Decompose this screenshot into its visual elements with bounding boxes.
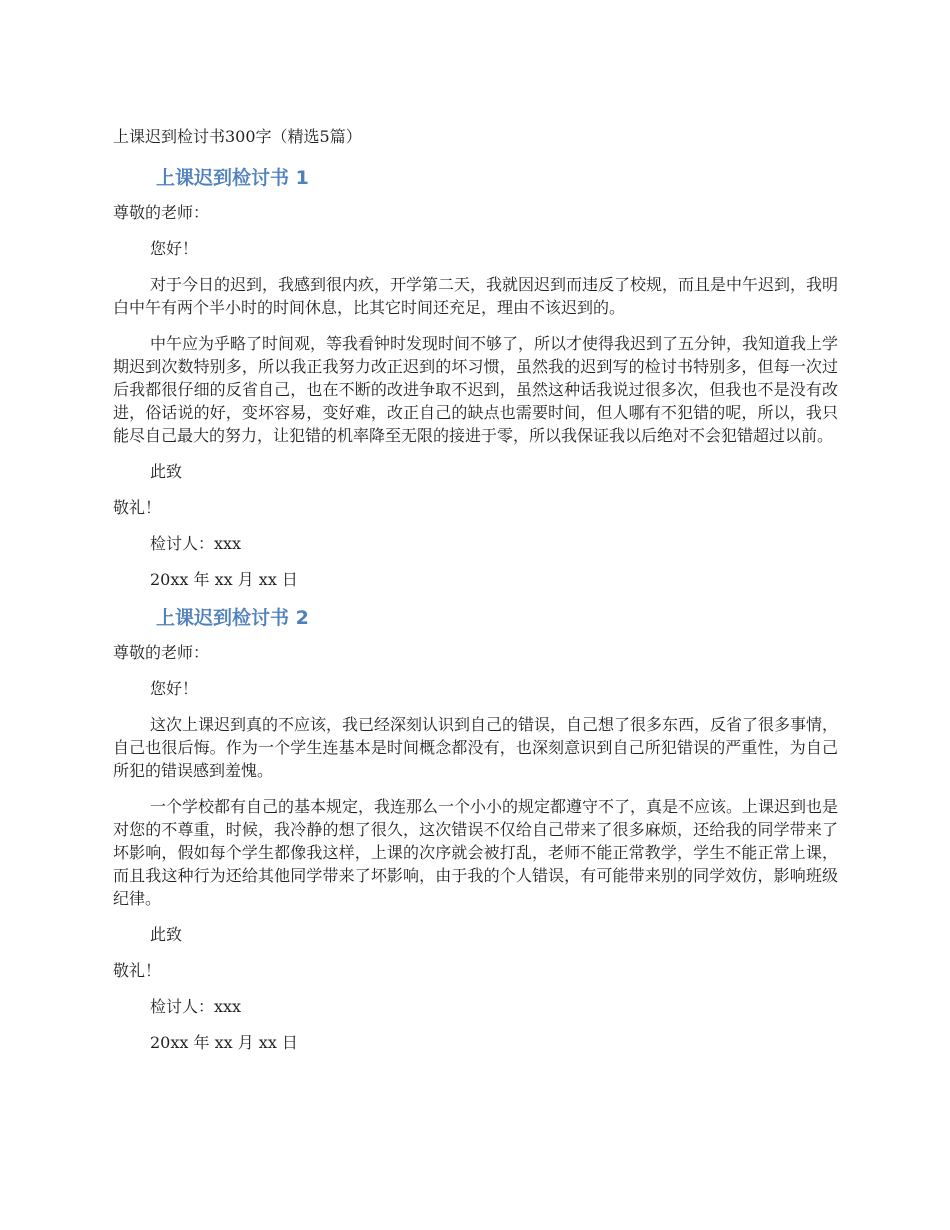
signature-2: 检讨人：xxx xyxy=(150,997,242,1016)
paragraph-2-1: 这次上课迟到真的不应该，我已经深刻认识到自己的错误，自己想了很多东西，反省了很多事情，自己也很后悔。作为一个学生连基本是时间概念都没有，也深刻意识到自己所犯错误的严重性，为自己所犯的错误感到羞愧。 xyxy=(113,715,839,780)
document-body xyxy=(113,124,838,1067)
salutation-1: 尊敬的老师： xyxy=(113,203,210,222)
paragraph-1-2: 中午应为乎略了时间观，等我看钟时发现时间不够了，所以才使得我迟到了五分钟，我知道我上学期迟到次数特别多，所以我正我努力改正迟到的坏习惯，虽然我的迟到写的检讨书特别多，但每一次过后我都很仔细的反省自己，也在不断的改进争取不迟到，虽然这种话我说过很多次，但我也不是没有改进，俗话说的好，变坏容易，变好难，改正自己的缺点也需要时间，但人哪有不犯错的呢，所以，我只能尽自己最大的努力，让犯错的机率降至无限的接进于零，所以我保证我以后绝对不会犯错超过以前。 xyxy=(113,334,839,445)
signature-1: 检讨人：xxx xyxy=(150,534,242,553)
salutation-2: 尊敬的老师： xyxy=(113,643,210,662)
greeting-2: 您好！ xyxy=(150,679,199,698)
regards-2: 敬礼！ xyxy=(113,961,162,980)
closing-1: 此致 xyxy=(150,462,183,481)
document-title: 上课迟到检讨书300字（精选5篇） xyxy=(113,127,362,146)
greeting-1: 您好！ xyxy=(150,239,199,258)
section-heading-1: 上课迟到检讨书 1 xyxy=(156,167,309,189)
paragraph-2-2: 一个学校都有自己的基本规定，我连那么一个小小的规定都遵守不了，真是不应该。上课迟到也是对您的不尊重，时候，我冷静的想了很久，这次错误不仅给自己带来了很多麻烦，还给我的同学带来了坏影响，假如每个学生都像我这样，上课的次序就会被打乱，老师不能正常教学，学生不能正常上课，而且我这种行为还给其他同学带来了坏影响，由于我的个人错误，有可能带来别的同学效仿，影响班级纪律。 xyxy=(113,797,839,908)
date-1: 20xx 年 xx 月 xx 日 xyxy=(150,570,298,589)
closing-2: 此致 xyxy=(150,925,183,944)
paragraph-1-1: 对于今日的迟到，我感到很内疚，开学第二天，我就因迟到而违反了校规，而且是中午迟到，我明白中午有两个半小时的时间休息，比其它时间还充足，理由不该迟到的。 xyxy=(113,275,839,317)
regards-1: 敬礼！ xyxy=(113,498,162,517)
section-heading-2: 上课迟到检讨书 2 xyxy=(156,607,309,629)
date-2: 20xx 年 xx 月 xx 日 xyxy=(150,1033,298,1052)
